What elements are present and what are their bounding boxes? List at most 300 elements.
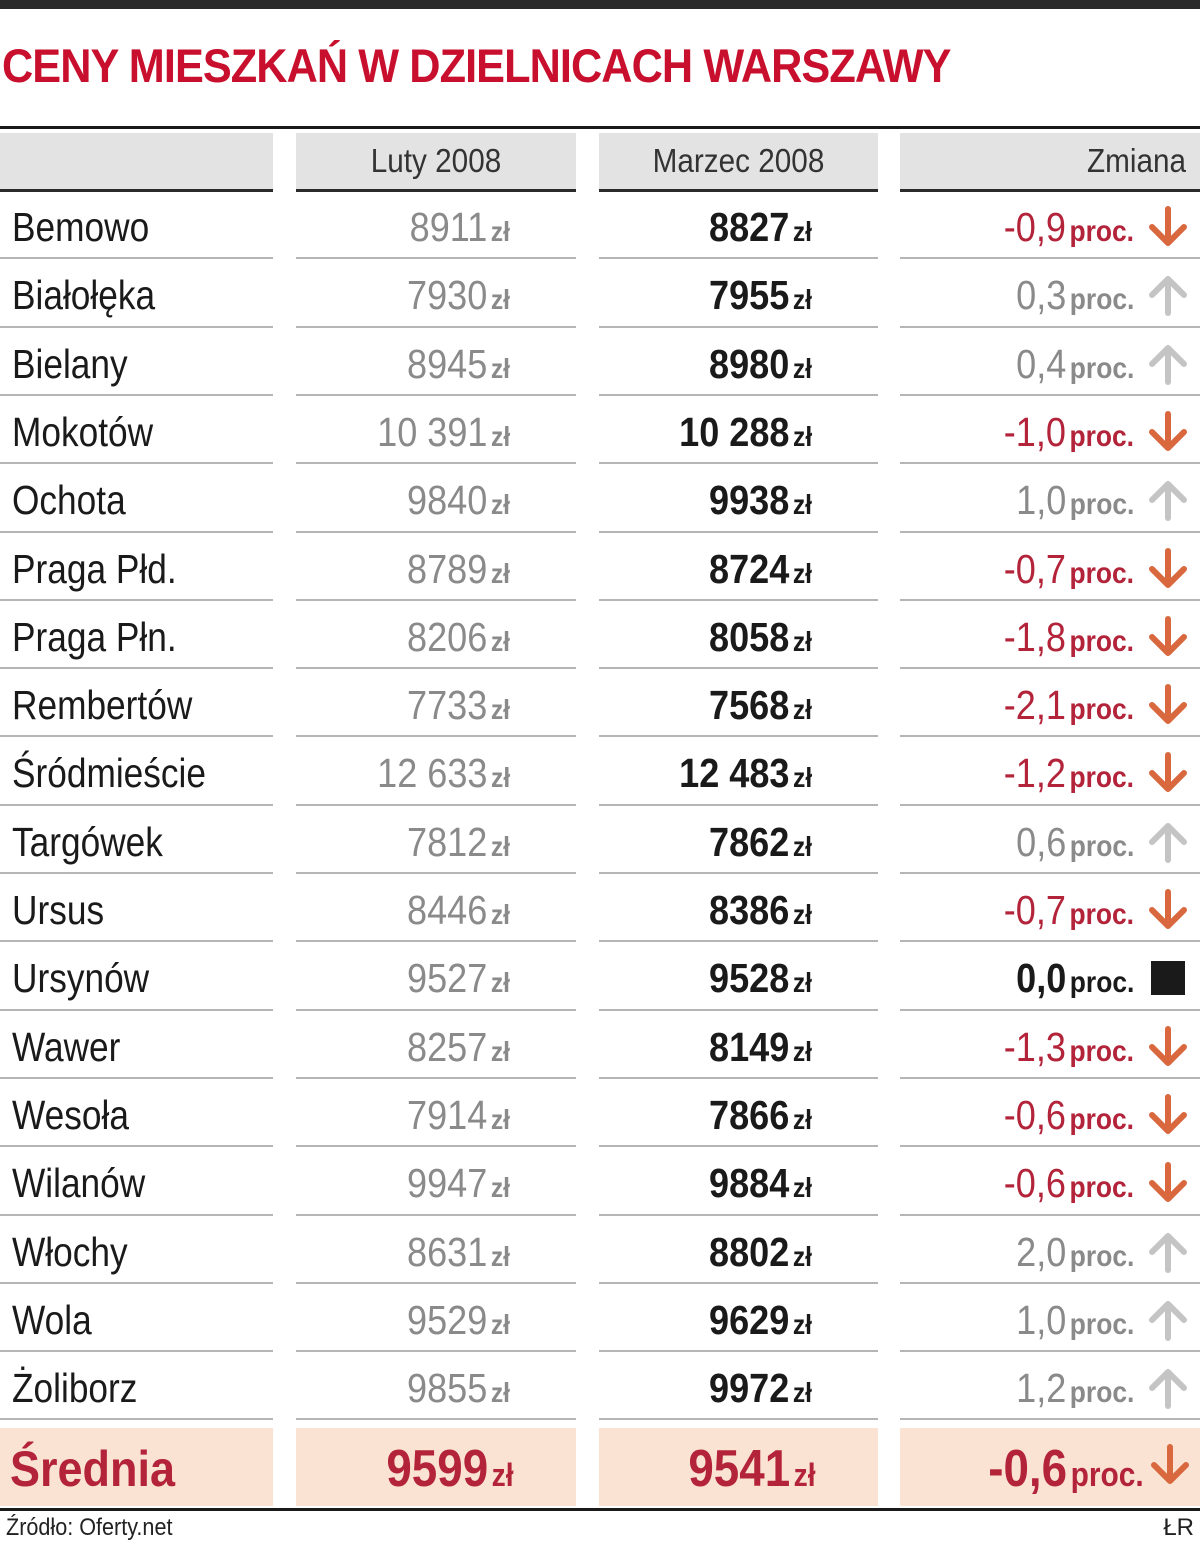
row-separator [599, 1282, 878, 1284]
feb-price [407, 1081, 510, 1149]
price-change-value: 0,4 [1015, 341, 1066, 387]
mar-price-unit: zł [792, 831, 812, 862]
mar-price-value: 8802 [709, 1229, 790, 1275]
header-mar: Marzec 2008 [652, 142, 825, 179]
feb-price-value: 8945 [407, 341, 488, 387]
mar-price-value: 8980 [709, 341, 790, 387]
row-separator [599, 940, 878, 942]
district-name: Ochota [12, 477, 126, 523]
district-name: Praga Płd. [12, 546, 177, 592]
row-separator [900, 1350, 1200, 1352]
arrow-down-icon [1146, 683, 1190, 727]
price-change-unit: proc. [1069, 761, 1134, 794]
price-change-value: 0,0 [1015, 955, 1066, 1001]
average-feb-unit: zł [492, 1457, 514, 1493]
price-change-unit: proc. [1069, 1376, 1134, 1409]
feb-price [407, 1218, 510, 1286]
feb-price [407, 603, 510, 671]
table-row [0, 1149, 1200, 1217]
feb-price-unit: zł [490, 762, 510, 793]
mar-price [709, 1149, 812, 1217]
feb-price-unit: zł [490, 831, 510, 862]
row-separator [0, 394, 273, 396]
price-change [1016, 808, 1134, 876]
title-rule [0, 126, 1200, 129]
row-separator [0, 667, 273, 669]
district-name: Mokotów [12, 409, 154, 455]
average-change-value: -0,6 [988, 1440, 1068, 1498]
price-change [1016, 944, 1134, 1012]
table-row [0, 193, 1200, 261]
feb-price-value: 7930 [407, 272, 488, 318]
feb-price-unit: zł [490, 626, 510, 657]
mar-price [709, 671, 812, 739]
table-row [0, 671, 1200, 739]
average-mar [689, 1428, 816, 1506]
price-change [1004, 1013, 1134, 1081]
chart-title: CENY MIESZKAŃ W DZIELNICACH WARSZAWY [2, 39, 951, 92]
district-name: Wawer [12, 1024, 121, 1070]
arrow-down-icon [1146, 410, 1190, 454]
row-separator [599, 667, 878, 669]
row-separator [599, 599, 878, 601]
row-separator [599, 1214, 878, 1216]
arrow-up-icon [1146, 273, 1190, 317]
mar-price-value: 9972 [709, 1365, 790, 1411]
row-separator [599, 257, 878, 259]
row-separator [296, 1009, 576, 1011]
row-separator [296, 1418, 576, 1420]
price-change-value: -1,0 [1003, 409, 1066, 455]
row-separator [0, 1350, 273, 1352]
feb-price-value: 8446 [407, 887, 488, 933]
row-separator [900, 804, 1200, 806]
table-row [0, 466, 1200, 534]
mar-price-unit: zł [792, 1241, 812, 1272]
row-separator [599, 804, 878, 806]
feb-price-value: 7914 [407, 1092, 488, 1138]
mar-price-value: 12 483 [678, 750, 790, 796]
average-mar-unit: zł [794, 1457, 816, 1493]
district-name: Praga Płn. [12, 614, 177, 660]
header-rule-mar [599, 189, 878, 192]
row-separator [0, 531, 273, 533]
price-change [1004, 1081, 1134, 1149]
mar-price [709, 1013, 812, 1081]
district-name: Rembertów [12, 682, 193, 728]
feb-price-unit: zł [490, 1309, 510, 1340]
price-change [1004, 535, 1134, 603]
price-change-unit: proc. [1069, 693, 1134, 726]
arrow-down-icon [1146, 615, 1190, 659]
mar-price-unit: zł [792, 1172, 812, 1203]
feb-price [407, 1149, 510, 1217]
row-separator [0, 599, 273, 601]
price-change [1016, 261, 1134, 329]
mar-price [709, 535, 812, 603]
district-name: Śródmieście [12, 750, 207, 796]
row-separator [900, 462, 1200, 464]
feb-price-unit: zł [490, 899, 510, 930]
author-credit: ŁR [1163, 1514, 1194, 1541]
mar-price-unit: zł [792, 284, 812, 315]
bottom-rule [0, 1508, 1200, 1511]
mar-price [709, 876, 812, 944]
arrow-down-icon [1146, 888, 1190, 932]
price-change-unit: proc. [1069, 283, 1134, 316]
row-separator [296, 1214, 576, 1216]
district-name: Wola [12, 1297, 92, 1343]
arrow-up-icon [1146, 478, 1190, 522]
price-change [1016, 1286, 1134, 1354]
row-separator [900, 1145, 1200, 1147]
feb-price-value: 7733 [407, 682, 488, 728]
feb-price-unit: zł [490, 216, 510, 247]
row-separator [296, 735, 576, 737]
mar-price-unit: zł [792, 626, 812, 657]
feb-price-value: 9527 [407, 955, 488, 1001]
price-change-value: -0,7 [1003, 546, 1066, 592]
row-separator [900, 257, 1200, 259]
mar-price [709, 1218, 812, 1286]
row-separator [0, 1145, 273, 1147]
feb-price-value: 7812 [407, 819, 488, 865]
row-separator [599, 1077, 878, 1079]
mar-price-value: 7955 [709, 272, 790, 318]
price-change [1004, 193, 1134, 261]
feb-price [407, 1013, 510, 1081]
arrow-up-icon [1146, 1366, 1190, 1410]
mar-price-unit: zł [792, 1309, 812, 1340]
header-rule-district [0, 189, 273, 192]
row-separator [0, 872, 273, 874]
mar-price-value: 7866 [709, 1092, 790, 1138]
row-separator [0, 1214, 273, 1216]
table-row [0, 876, 1200, 944]
row-separator [900, 667, 1200, 669]
mar-price-value: 9528 [709, 955, 790, 1001]
table-row [0, 944, 1200, 1012]
feb-price [407, 261, 510, 329]
row-separator [900, 872, 1200, 874]
header-rule-change [900, 189, 1200, 192]
feb-price-unit: zł [490, 353, 510, 384]
feb-price-unit: zł [490, 558, 510, 589]
feb-price-unit: zł [490, 1104, 510, 1135]
top-bar [0, 0, 1200, 9]
row-separator [900, 1077, 1200, 1079]
row-separator [900, 326, 1200, 328]
feb-price [377, 398, 510, 466]
average-feb-value: 9599 [386, 1440, 489, 1498]
price-change-unit: proc. [1069, 1035, 1134, 1068]
table-row [0, 808, 1200, 876]
average-label: Średnia [10, 1441, 176, 1497]
price-change-unit: proc. [1069, 1308, 1134, 1341]
district-name: Targówek [12, 819, 163, 865]
row-separator [296, 462, 576, 464]
price-change-unit: proc. [1069, 830, 1134, 863]
header-feb: Luty 2008 [370, 142, 502, 179]
feb-price-value: 8257 [407, 1024, 488, 1070]
price-change-value: -1,3 [1003, 1024, 1066, 1070]
feb-price [407, 1286, 510, 1354]
price-change-value: 1,0 [1015, 477, 1066, 523]
table-row [0, 1354, 1200, 1422]
feb-price [407, 876, 510, 944]
mar-price-value: 9938 [709, 477, 790, 523]
row-separator [599, 1350, 878, 1352]
price-change-unit: proc. [1069, 488, 1134, 521]
mar-price-unit: zł [792, 762, 812, 793]
mar-price [709, 1081, 812, 1149]
price-change-value: 0,6 [1015, 819, 1066, 865]
price-change-value: -0,9 [1003, 204, 1066, 250]
row-separator [900, 1214, 1200, 1216]
row-separator [0, 940, 273, 942]
mar-price-unit: zł [792, 694, 812, 725]
mar-price [679, 398, 812, 466]
row-separator [599, 1145, 878, 1147]
price-change [1004, 876, 1134, 944]
table-row [0, 1081, 1200, 1149]
price-change-unit: proc. [1069, 420, 1134, 453]
mar-price-unit: zł [792, 899, 812, 930]
row-separator [0, 1282, 273, 1284]
table-row [0, 398, 1200, 466]
mar-price [709, 808, 812, 876]
district-name: Ursus [12, 887, 105, 933]
mar-price-unit: zł [792, 1104, 812, 1135]
mar-price-value: 8386 [709, 887, 790, 933]
row-separator [599, 462, 878, 464]
table-row [0, 261, 1200, 329]
mar-price-unit: zł [792, 216, 812, 247]
mar-price-value: 8058 [709, 614, 790, 660]
feb-price-value: 8789 [407, 546, 488, 592]
price-change [1004, 671, 1134, 739]
table-row [0, 1218, 1200, 1286]
mar-price-value: 8149 [709, 1024, 790, 1070]
feb-price [407, 330, 510, 398]
arrow-down-icon [1146, 751, 1190, 795]
mar-price-value: 8827 [709, 204, 790, 250]
row-separator [900, 940, 1200, 942]
mar-price-unit: zł [792, 489, 812, 520]
mar-price-value: 8724 [709, 546, 790, 592]
arrow-up-icon [1146, 820, 1190, 864]
row-separator [599, 1418, 878, 1420]
row-separator [296, 1077, 576, 1079]
feb-price-unit: zł [490, 967, 510, 998]
header-bg-district [0, 133, 273, 189]
mar-price-unit: zł [792, 353, 812, 384]
feb-price-unit: zł [490, 421, 510, 452]
mar-price-value: 7568 [709, 682, 790, 728]
feb-price [407, 535, 510, 603]
row-separator [0, 1009, 273, 1011]
district-name: Wesoła [12, 1092, 129, 1138]
mar-price-value: 9629 [709, 1297, 790, 1343]
mar-price-value: 9884 [709, 1160, 790, 1206]
row-separator [900, 394, 1200, 396]
price-change-value: 1,0 [1015, 1297, 1066, 1343]
table-row [0, 330, 1200, 398]
price-change-value: -1,2 [1003, 750, 1066, 796]
mar-price [679, 739, 812, 807]
feb-price-unit: zł [490, 1172, 510, 1203]
price-change-unit: proc. [1069, 1240, 1134, 1273]
price-change [1004, 1149, 1134, 1217]
arrow-up-icon [1146, 342, 1190, 386]
feb-price-unit: zł [490, 1241, 510, 1272]
row-separator [0, 462, 273, 464]
row-separator [0, 326, 273, 328]
price-change-unit: proc. [1069, 1103, 1134, 1136]
row-separator [296, 940, 576, 942]
row-separator [599, 326, 878, 328]
price-change-unit: proc. [1069, 966, 1134, 999]
price-change-value: 0,3 [1015, 272, 1066, 318]
row-separator [296, 872, 576, 874]
district-name: Żoliborz [12, 1365, 138, 1411]
feb-price [407, 671, 510, 739]
district-name: Białołęka [12, 272, 156, 318]
row-separator [296, 804, 576, 806]
price-change [1016, 1218, 1134, 1286]
table-row [0, 603, 1200, 671]
arrow-down-icon [1146, 1161, 1190, 1205]
row-separator [900, 735, 1200, 737]
row-separator [900, 599, 1200, 601]
mar-price [709, 1354, 812, 1422]
table-row [0, 1286, 1200, 1354]
row-separator [599, 872, 878, 874]
district-name: Bielany [12, 341, 128, 387]
price-change-value: -0,6 [1003, 1092, 1066, 1138]
feb-price-unit: zł [490, 694, 510, 725]
feb-price-value: 12 633 [376, 750, 488, 796]
no-change-square-icon [1146, 956, 1190, 1000]
row-separator [296, 531, 576, 533]
feb-price-value: 9855 [407, 1365, 488, 1411]
header-rule-feb [296, 189, 576, 192]
arrow-up-icon [1146, 1230, 1190, 1274]
row-separator [296, 1282, 576, 1284]
arrow-up-icon [1146, 1298, 1190, 1342]
row-separator [900, 1418, 1200, 1420]
mar-price [709, 193, 812, 261]
row-separator [0, 1418, 273, 1420]
feb-price-value: 8911 [409, 204, 488, 250]
row-separator [0, 804, 273, 806]
feb-price [377, 739, 510, 807]
row-separator [599, 394, 878, 396]
district-name: Włochy [12, 1229, 128, 1275]
row-separator [0, 735, 273, 737]
row-separator [0, 257, 273, 259]
row-separator [599, 1009, 878, 1011]
feb-price-value: 10 391 [376, 409, 488, 455]
price-change-unit: proc. [1069, 898, 1134, 931]
row-separator [599, 735, 878, 737]
price-change [1004, 398, 1134, 466]
row-separator [900, 1282, 1200, 1284]
price-change [1016, 466, 1134, 534]
feb-price-unit: zł [490, 1036, 510, 1067]
row-separator [296, 326, 576, 328]
average-arrow-down-icon [1148, 1443, 1192, 1487]
source-note: Źródło: Oferty.net [6, 1514, 173, 1541]
mar-price-unit: zł [792, 421, 812, 452]
feb-price [407, 466, 510, 534]
mar-price-value: 10 288 [678, 409, 790, 455]
mar-price [709, 944, 812, 1012]
price-change-value: -0,7 [1003, 887, 1066, 933]
price-change-value: -2,1 [1003, 682, 1066, 728]
feb-price-unit: zł [490, 489, 510, 520]
mar-price [709, 603, 812, 671]
price-change-unit: proc. [1069, 1171, 1134, 1204]
average-change-unit: proc. [1070, 1456, 1144, 1494]
average-feb [387, 1428, 514, 1506]
mar-price [709, 1286, 812, 1354]
feb-price [407, 808, 510, 876]
average-mar-value: 9541 [688, 1440, 791, 1498]
row-separator [296, 1350, 576, 1352]
mar-price-unit: zł [792, 558, 812, 589]
price-change [1004, 603, 1134, 671]
price-change-value: -1,8 [1003, 614, 1066, 660]
row-separator [296, 599, 576, 601]
row-separator [296, 394, 576, 396]
price-change-unit: proc. [1069, 352, 1134, 385]
feb-price-value: 9529 [407, 1297, 488, 1343]
feb-price [410, 193, 510, 261]
price-change [1016, 1354, 1134, 1422]
arrow-down-icon [1146, 1093, 1190, 1137]
table-row [0, 1013, 1200, 1081]
mar-price-value: 7862 [709, 819, 790, 865]
average-change [988, 1428, 1144, 1506]
feb-price [407, 1354, 510, 1422]
mar-price-unit: zł [792, 1377, 812, 1408]
row-separator [296, 1145, 576, 1147]
price-change-value: -0,6 [1003, 1160, 1066, 1206]
arrow-down-icon [1146, 547, 1190, 591]
feb-price-unit: zł [490, 284, 510, 315]
row-separator [900, 1009, 1200, 1011]
row-separator [900, 531, 1200, 533]
mar-price [709, 261, 812, 329]
price-change [1004, 739, 1134, 807]
feb-price [407, 944, 510, 1012]
mar-price [709, 330, 812, 398]
district-name: Wilanów [12, 1160, 146, 1206]
price-change-unit: proc. [1069, 625, 1134, 658]
table-row [0, 739, 1200, 807]
price-change-unit: proc. [1069, 557, 1134, 590]
price-change-unit: proc. [1069, 215, 1134, 248]
arrow-down-icon [1146, 205, 1190, 249]
district-name: Bemowo [12, 204, 150, 250]
feb-price-value: 9947 [407, 1160, 488, 1206]
mar-price [709, 466, 812, 534]
row-separator [0, 1077, 273, 1079]
feb-price-value: 8206 [407, 614, 488, 660]
price-change-value: 2,0 [1015, 1229, 1066, 1275]
row-separator [296, 667, 576, 669]
